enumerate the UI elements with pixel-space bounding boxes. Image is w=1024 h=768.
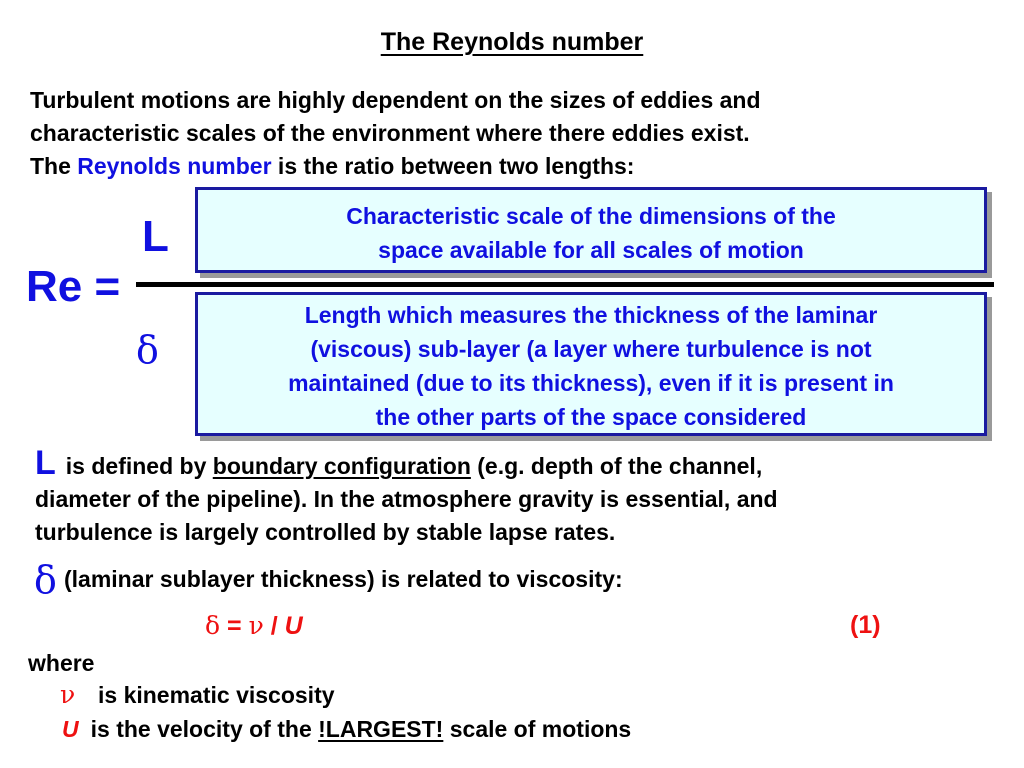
denominator-symbol: δ <box>136 328 159 372</box>
intro-line-1: Turbulent motions are highly dependent on the sizes of eddies and <box>30 87 761 113</box>
intro-line-3: The Reynolds number is the ratio between two lengths: <box>30 153 635 179</box>
box2-line-1: Length which measures the thickness of the laminar <box>304 302 878 328</box>
nu-symbol: ν <box>60 680 76 709</box>
box2-line-4: the other parts of the space considered <box>375 404 807 430</box>
boundary-configuration-term: boundary configuration <box>212 453 471 479</box>
U-symbol: U <box>62 716 79 742</box>
delta-symbol: δ <box>34 558 57 602</box>
U-definition: U is the velocity of the !LARGEST! scale of motions <box>62 716 632 742</box>
nu-definition: is kinematic viscosity <box>98 682 335 708</box>
box2-line-2: (viscous) sub-layer (a layer where turbulence is not <box>310 336 872 362</box>
re-equals-label: Re = <box>26 262 121 311</box>
fraction-bar <box>136 282 994 287</box>
L-line-3: turbulence is largely controlled by stable lapse rates. <box>35 519 616 545</box>
L-line-2: diameter of the pipeline). In the atmosphere gravity is essential, and <box>35 486 778 512</box>
box1-line-1: Characteristic scale of the dimensions of the <box>346 203 836 229</box>
viscosity-equation: δ = ν / U <box>205 611 303 640</box>
sublayer-description: (laminar sublayer thickness) is related to viscosity: <box>64 566 623 592</box>
largest-term: !LARGEST! <box>318 716 444 742</box>
page-title: The Reynolds number <box>380 28 644 56</box>
denominator-description-box <box>195 292 987 436</box>
numerator-symbol: L <box>142 212 169 261</box>
intro-paragraph <box>30 84 761 183</box>
numerator-description-box <box>195 187 987 273</box>
eq-nu: ν <box>248 611 264 640</box>
eq-U: U <box>284 612 303 640</box>
box2-line-3: maintained (due to its thickness), even if it is present in <box>288 370 894 396</box>
L-definition-paragraph <box>35 444 778 549</box>
L-symbol: L <box>35 444 56 482</box>
eq-delta: δ <box>205 611 221 640</box>
intro-line-2: characteristic scales of the environment where there eddies exist. <box>30 120 750 146</box>
L-line-1: L is defined by boundary configuration (e.g. depth of the channel, <box>35 444 763 482</box>
reynolds-highlight: Reynolds number <box>77 153 272 179</box>
where-label: where <box>28 650 95 676</box>
box1-line-2: space available for all scales of motion <box>378 237 804 263</box>
equation-number: (1) <box>850 611 881 639</box>
